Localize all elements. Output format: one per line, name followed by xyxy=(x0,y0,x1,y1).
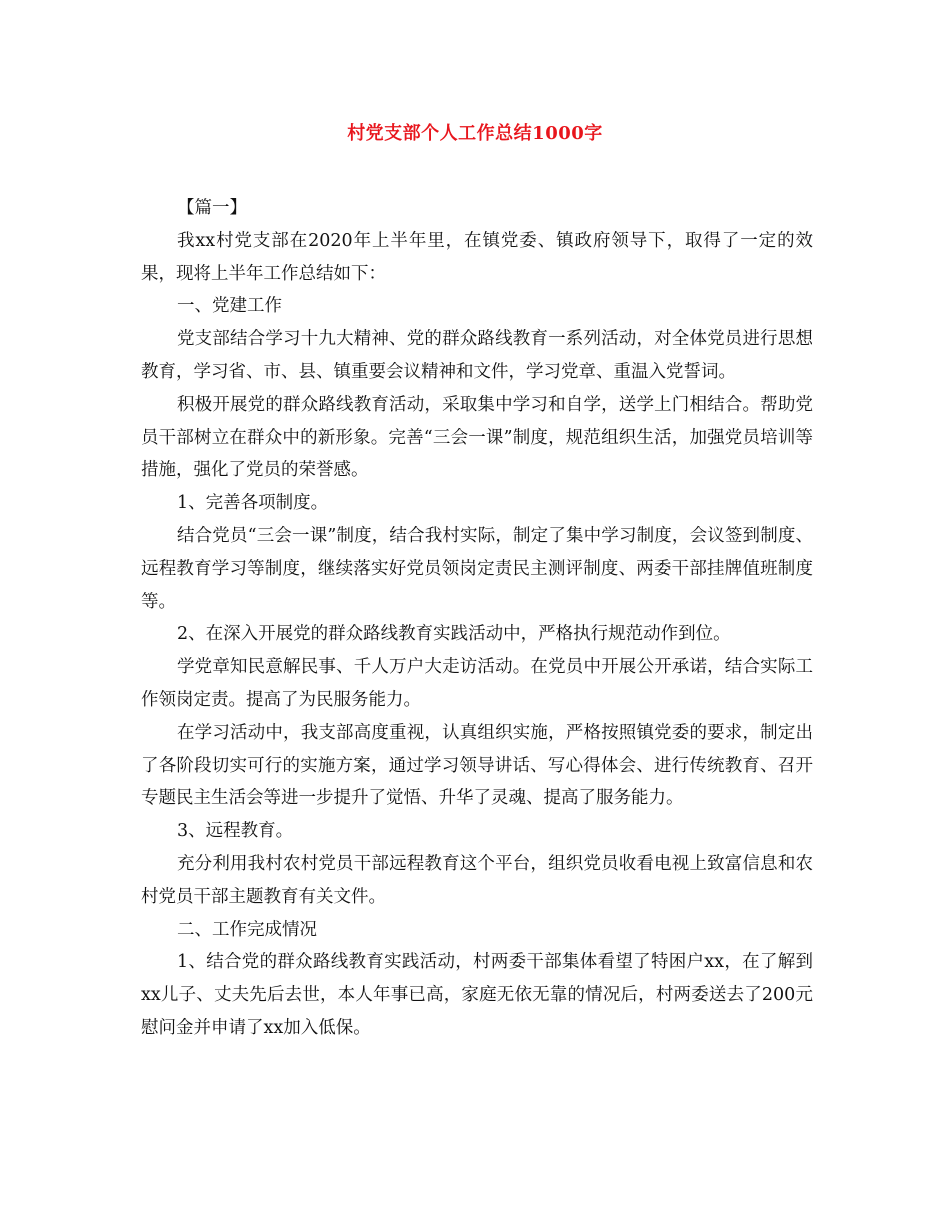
subsection-heading: 2、在深入开展党的群众路线教育实践活动中，严格执行规范动作到位。 xyxy=(177,624,731,645)
paragraph: 党支部结合学习十九大精神、党的群众路线教育一系列活动，对全体党员进行思想教育，学习省、市、县、镇重要会议精神和文件，学习党章、重温入党誓词。 xyxy=(141,329,813,382)
paragraph: 积极开展党的群众路线教育活动，采取集中学习和自学，送学上门相结合。帮助党员干部树立在群众中的新形象。完善“三会一课”制度，规范组织生活，加强党员培训等措施，强化了党员的荣誉感。 xyxy=(141,394,813,481)
paragraph: 在学习活动中，我支部高度重视，认真组织实施，严格按照镇党委的要求，制定出了各阶段切实可行的实施方案，通过学习领导讲话、写心得体会、进行传统教育、召开专题民主生活会等进一步提升了觉悟、升华了灵魂、提高了服务能力。 xyxy=(141,722,813,809)
subsection-heading: 3、远程教育。 xyxy=(177,821,294,842)
paragraph: 我xx村党支部在2020年上半年里，在镇党委、镇政府领导下，取得了一定的效果，现将上半年工作总结如下： xyxy=(141,230,813,284)
section-heading: 一、党建工作 xyxy=(177,296,282,317)
subsection-heading: 1、完善各项制度。 xyxy=(177,493,329,514)
document-title: 村党支部个人工作总结1000字 xyxy=(347,123,603,144)
paragraph: 充分利用我村农村党员干部远程教育这个平台，组织党员收看电视上致富信息和农村党员干部主题教育有关文件。 xyxy=(141,853,813,907)
paragraph: 学党章知民意解民事、千人万户大走访活动。在党员中开展公开承诺，结合实际工作领岗定责。提高了为民服务能力。 xyxy=(141,657,813,710)
paragraph: 1、结合党的群众路线教育实践活动，村两委干部集体看望了特困户xx，在了解到xx儿子、丈夫先后去世，本人年事已高，家庭无依无靠的情况后，村两委送去了200元慰问金并申请了xx加入低保。 xyxy=(141,952,813,1038)
section-heading: 二、工作完成情况 xyxy=(177,919,317,940)
document-body xyxy=(141,192,813,1045)
paragraph: 结合党员“三会一课”制度，结合我村实际，制定了集中学习制度，会议签到制度、远程教育学习等制度，继续落实好党员领岗定责民主测评制度、两委干部挂牌值班制度等。 xyxy=(141,525,813,612)
section-marker: 【篇一】 xyxy=(177,198,247,218)
